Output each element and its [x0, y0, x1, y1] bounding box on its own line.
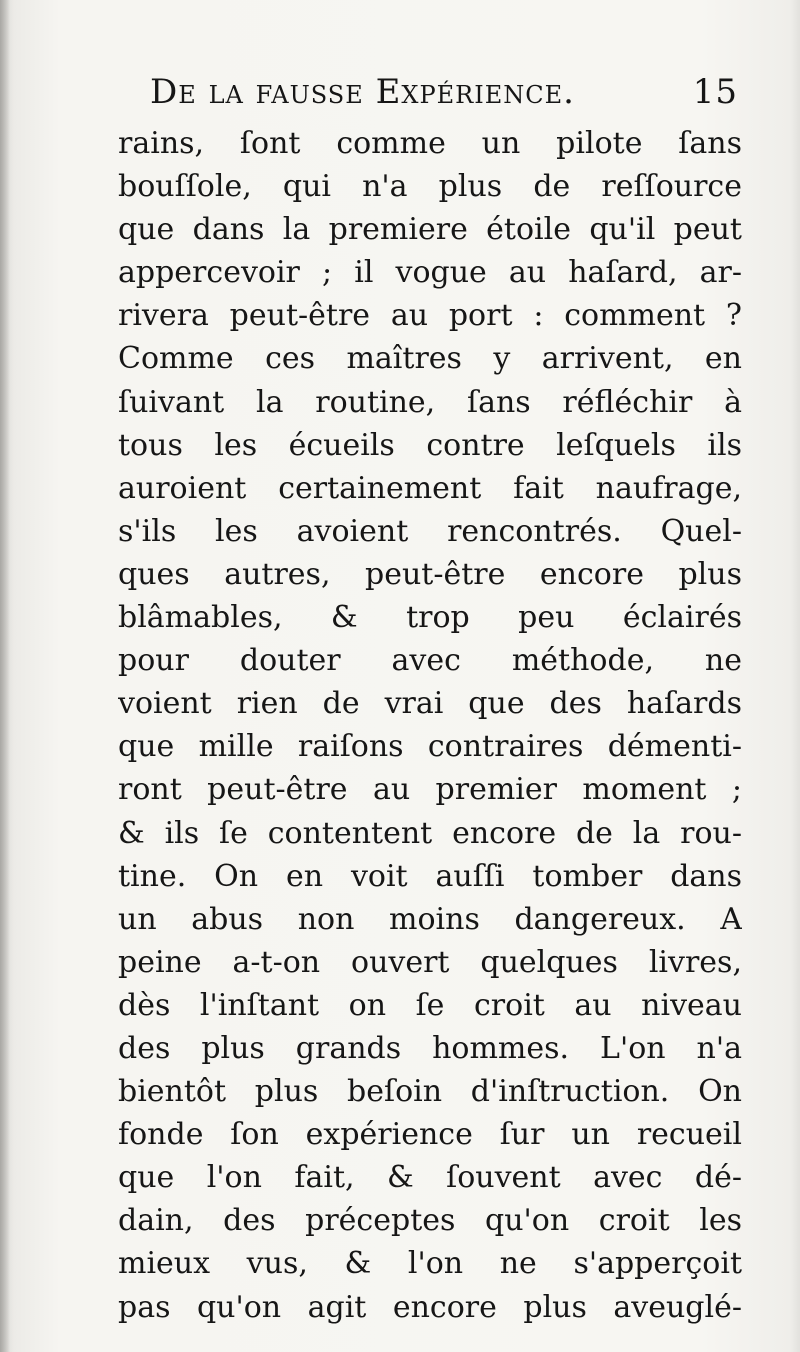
- text-line: dain, des préceptes qu'on croit les: [118, 1203, 742, 1239]
- text-line: ques autres, peut-être encore plus: [118, 556, 742, 592]
- text-line: des plus grands hommes. L'on n'a: [118, 1030, 742, 1066]
- text-line: ront peut-être au premier moment ;: [118, 772, 742, 808]
- text-line: s'ils les avoient rencontrés. Quel-: [118, 513, 742, 549]
- text-line: dès l'inſtant on ſe croit au niveau: [118, 987, 742, 1023]
- running-title: De la fausse Expérience.: [150, 72, 575, 112]
- text-line: bientôt plus beſoin d'inſtruction. On: [118, 1074, 742, 1110]
- text-line: bouſſole, qui n'a plus de reſſource: [118, 169, 742, 205]
- text-line: que mille raiſons contraires démenti-: [118, 729, 742, 765]
- text-line: rivera peut-être au port : comment ?: [118, 298, 742, 334]
- text-line: mieux vus, & l'on ne s'apperçoit: [118, 1246, 742, 1282]
- text-line: fonde ſon expérience ſur un recueil: [118, 1117, 742, 1153]
- text-line: voient rien de vrai que des haſards: [118, 686, 742, 722]
- text-line: pas qu'on agit encore plus aveuglé-: [118, 1289, 742, 1325]
- text-line: rains, ſont comme un pilote ſans: [118, 126, 742, 161]
- text-line: blâmables, & trop peu éclairés: [118, 600, 742, 636]
- text-line: Comme ces maîtres y arrivent, en: [118, 341, 742, 377]
- text-line: auroient certainement fait naufrage,: [118, 470, 742, 506]
- text-line: tous les écueils contre leſquels ils: [118, 427, 742, 463]
- text-line: pour douter avec méthode, ne: [118, 643, 742, 679]
- text-line: peine a-t-on ouvert quelques livres,: [118, 944, 742, 980]
- text-line: appercevoir ; il vogue au haſard, ar-: [118, 255, 742, 291]
- text-line: que dans la premiere étoile qu'il peut: [118, 212, 742, 248]
- text-line: que l'on fait, & ſouvent avec dé-: [118, 1160, 742, 1196]
- text-line: & ils ſe contentent encore de la rou-: [118, 815, 742, 851]
- body-text: [118, 122, 742, 1329]
- page-gutter-shadow: [0, 0, 10, 1352]
- text-line: ſuivant la routine, ſans réfléchir à: [118, 384, 742, 420]
- text-line: tine. On en voit auſſi tomber dans: [118, 858, 742, 894]
- page-header: [150, 72, 740, 122]
- page-number: 15: [692, 72, 738, 112]
- text-line: un abus non moins dangereux. A: [118, 901, 742, 937]
